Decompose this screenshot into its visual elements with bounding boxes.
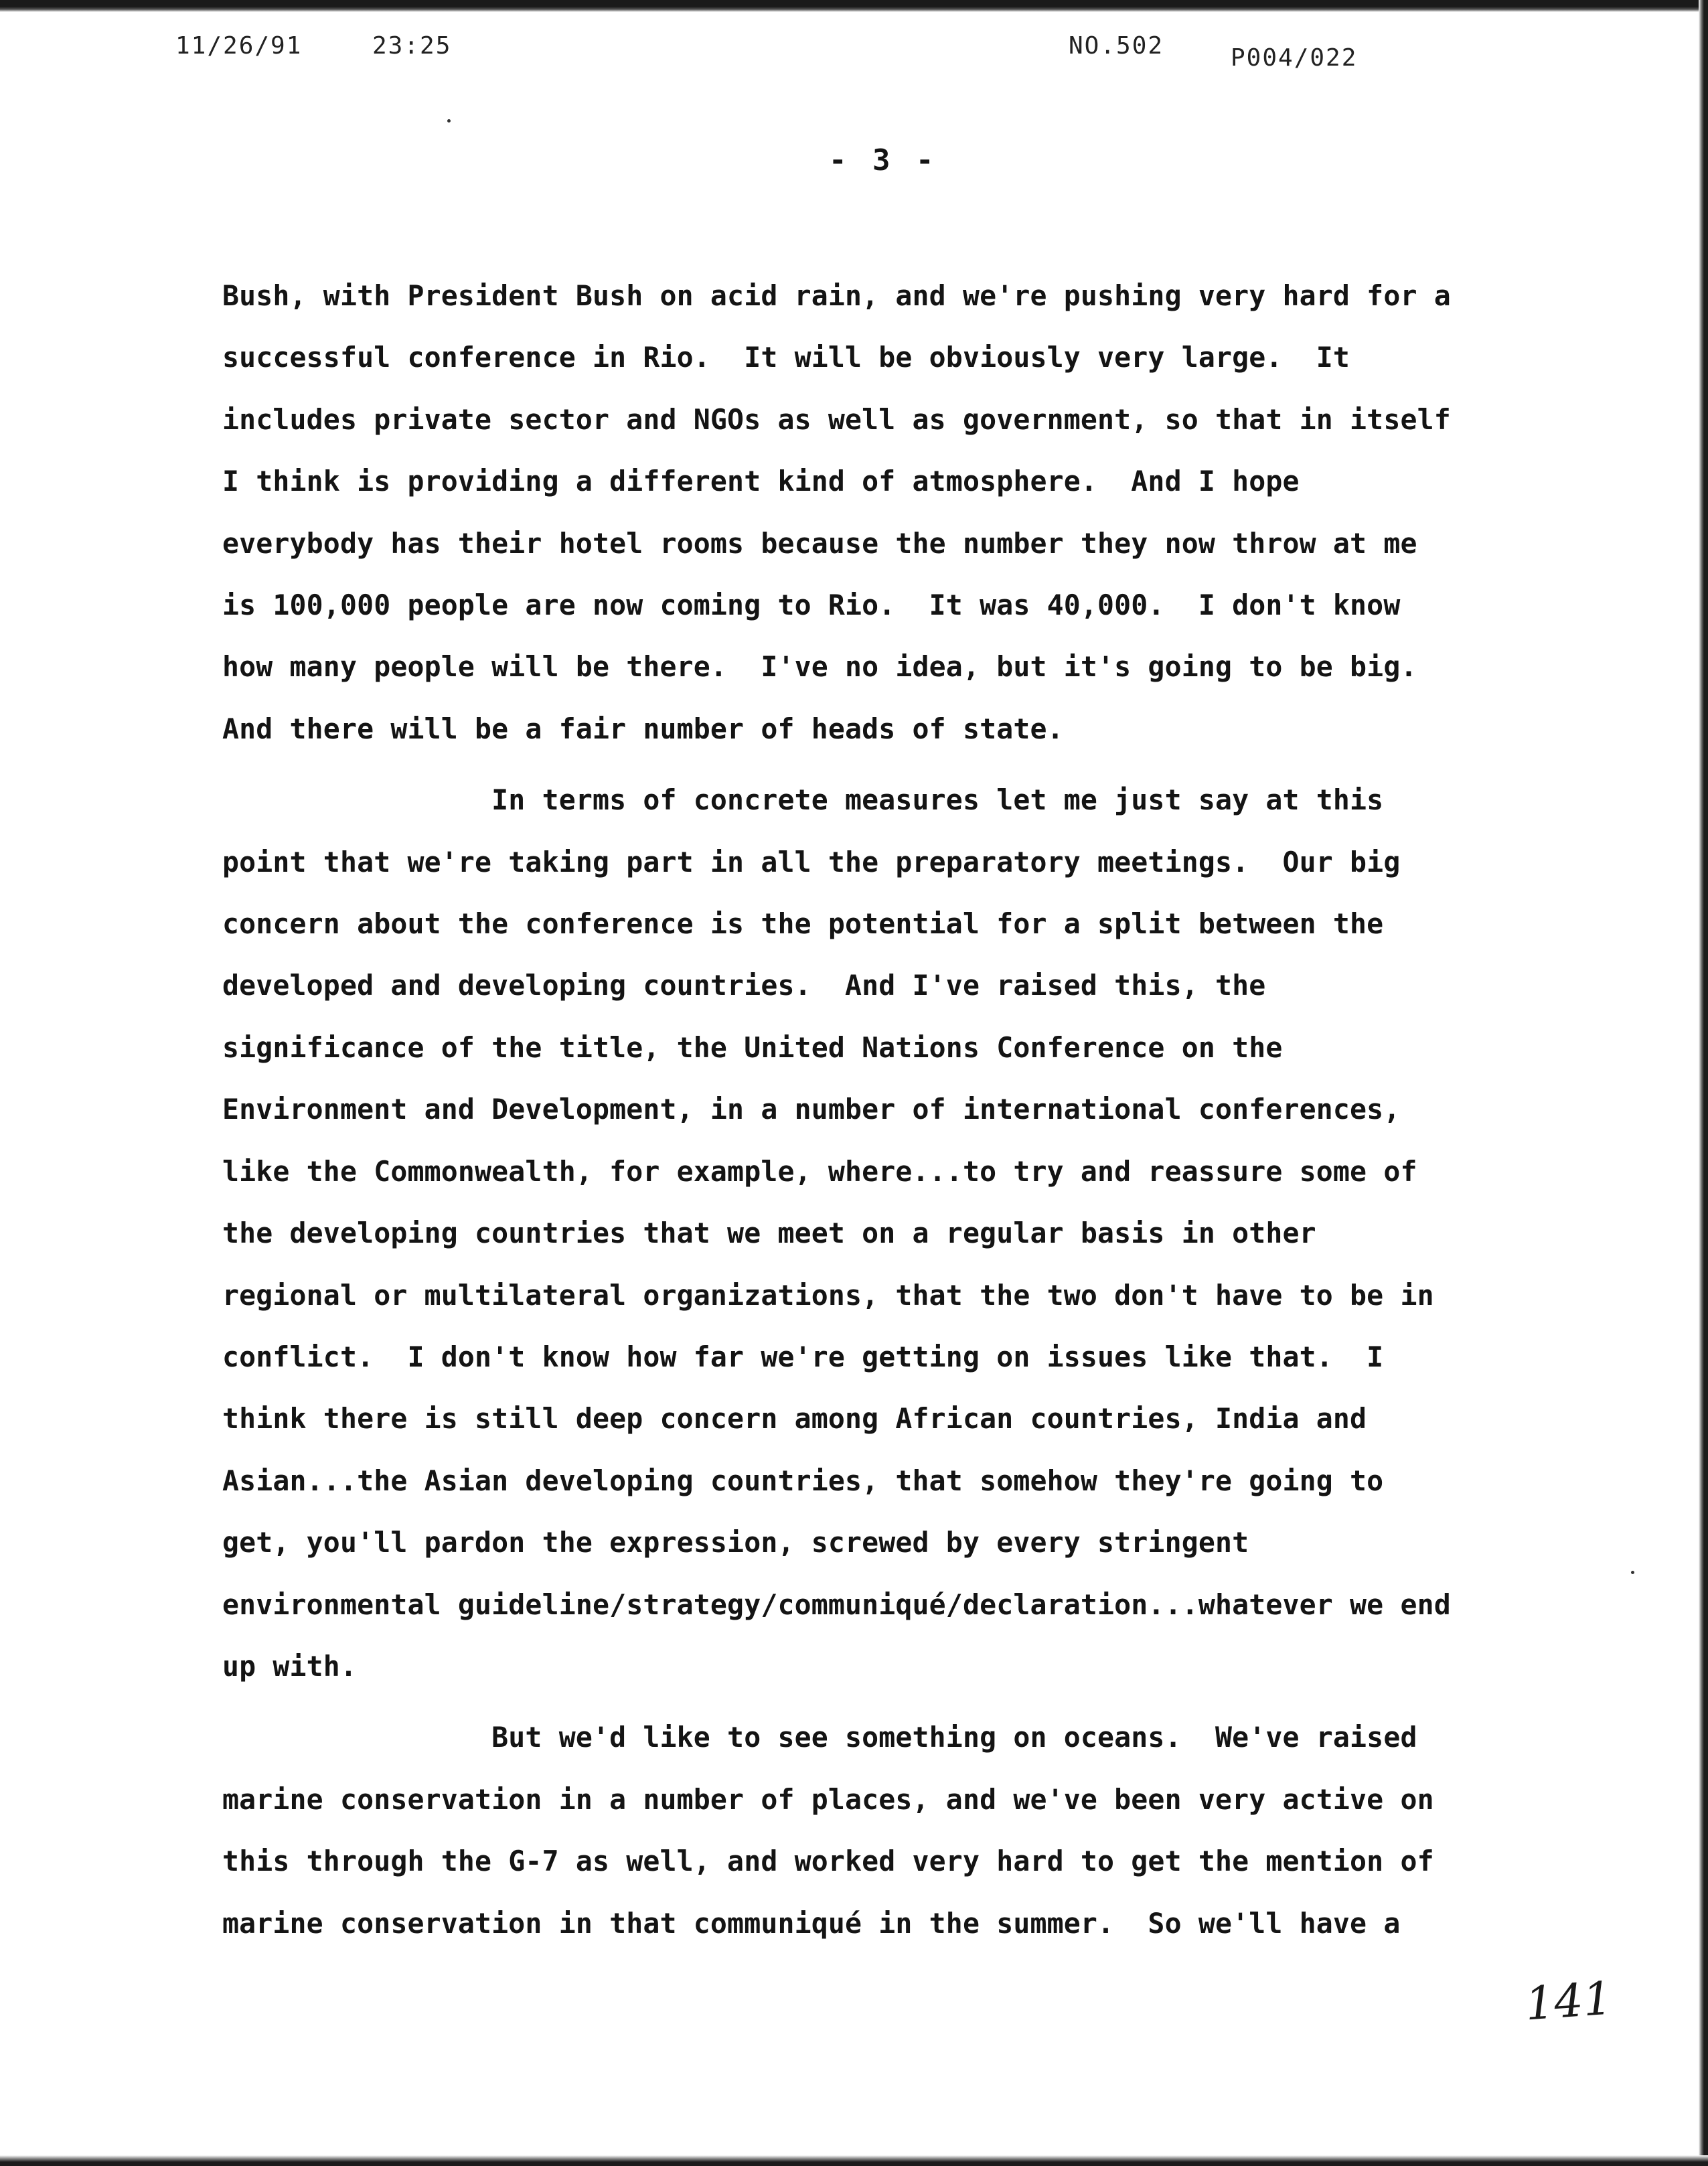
transcript-line: marine conservation in a number of places, and we've been very active on [222, 1782, 1434, 1816]
transcript-line: Asian...the Asian developing countries, that somehow they're going to [222, 1464, 1384, 1497]
transcript-line: I think is providing a different kind of atmosphere. And I hope [222, 465, 1300, 498]
paragraph-gap [222, 760, 1635, 769]
transcript-line: is 100,000 people are now coming to Rio. It was 40,000. I don't know [222, 589, 1401, 622]
transcript-line: marine conservation in that communiqué in the summer. So we'll have a [222, 1906, 1401, 1940]
page-frame-bottom [0, 2155, 1708, 2166]
transcript-line: But we'd like to see something on oceans. We've raised [222, 1721, 1417, 1754]
transcript-line: Environment and Development, in a number of international conferences, [222, 1093, 1401, 1126]
transcript-line: And there will be a fair number of heads of state. [222, 712, 1064, 745]
transcript-line: everybody has their hotel rooms because the number they now throw at me [222, 526, 1417, 560]
transcript-line: like the Commonwealth, for example, where...to try and reassure some of [222, 1154, 1417, 1188]
transcript-line: regional or multilateral organizations, that the two don't have to be in [222, 1278, 1434, 1312]
fax-time: 23:25 [372, 32, 452, 60]
page-number: - 3 - [829, 143, 938, 177]
fax-page-counter: P004/022 [1231, 44, 1358, 72]
transcript-line: how many people will be there. I've no idea, but it's going to be big. [222, 650, 1417, 684]
fax-number: NO.502 [1069, 32, 1164, 60]
handwritten-page-number: 141 [1523, 1972, 1614, 2031]
transcript-line: concern about the conference is the potential for a split between the [222, 907, 1384, 941]
transcript-line: point that we're taking part in all the preparatory meetings. Our big [222, 845, 1401, 878]
transcript-line: successful conference in Rio. It will be obviously very large. It [222, 341, 1350, 374]
fax-date: 11/26/91 [175, 32, 303, 60]
page-frame-top [0, 0, 1708, 12]
transcript-line: environmental guideline/strategy/communiqué/declaration...whatever we end [222, 1588, 1451, 1621]
transcript-line: this through the G-7 as well, and worked very hard to get the mention of [222, 1845, 1434, 1878]
transcript-line: developed and developing countries. And I've raised this, the [222, 969, 1266, 1002]
transcript-body [222, 265, 1635, 1954]
transcript-line: get, you'll pardon the expression, screwed by every stringent [222, 1526, 1249, 1559]
paragraph-gap [222, 1697, 1635, 1707]
page-frame-right [1699, 0, 1708, 2166]
transcript-line: conflict. I don't know how far we're getting on issues like that. I [222, 1340, 1384, 1373]
transcript-line: think there is still deep concern among African countries, India and [222, 1402, 1367, 1436]
transcript-line: the developing countries that we meet on a regular basis in other [222, 1217, 1316, 1250]
transcript-line: significance of the title, the United Nations Conference on the [222, 1030, 1283, 1064]
transcript-line: up with. [222, 1649, 358, 1683]
scan-speck [447, 119, 451, 123]
transcript-line: Bush, with President Bush on acid rain, and we're pushing very hard for a [222, 279, 1451, 312]
scan-speck [1631, 1571, 1634, 1574]
transcript-line: In terms of concrete measures let me just say at this [222, 783, 1384, 817]
transcript-line: includes private sector and NGOs as well as government, so that in itself [222, 402, 1451, 436]
